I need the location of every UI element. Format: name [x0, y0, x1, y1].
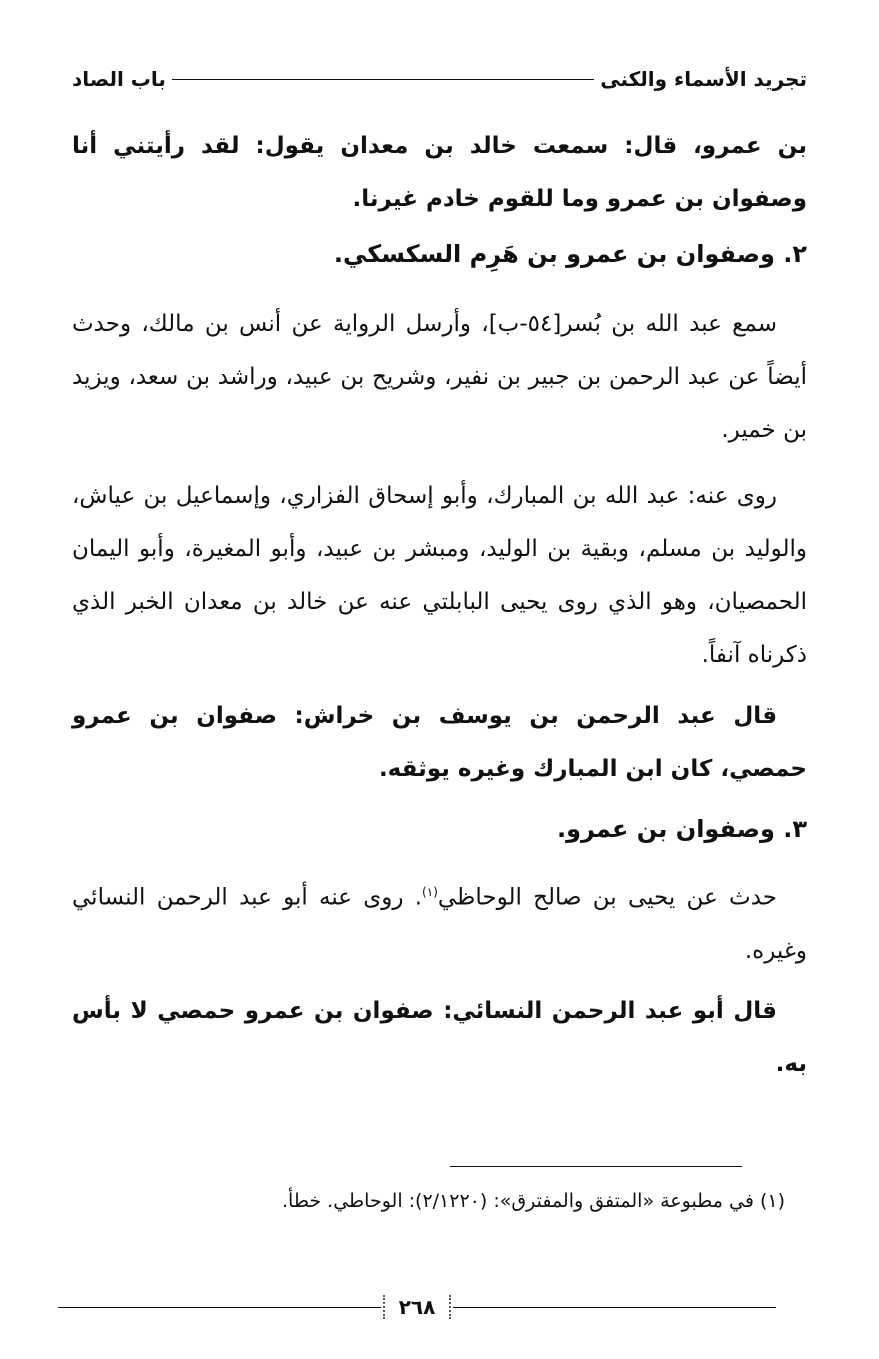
entry-3-para-2-text: قال أبو عبد الرحمن النسائي: صفوان بن عمرو حمصي لا بأس به.: [72, 998, 807, 1077]
entry-3-heading: ٣. وصفوان بن عمرو.: [556, 815, 807, 843]
entry-2-para-3-text: قال عبد الرحمن بن يوسف بن خراش: صفوان بن عمرو حمصي، كان ابن المبارك وغيره يوثقه.: [72, 703, 807, 782]
entry-3-paragraph-2: [72, 985, 807, 1091]
page-footer: [58, 1292, 776, 1322]
header-rule: [172, 79, 594, 80]
entry-2-paragraph-1: [72, 298, 807, 457]
footnote: (١) في مطبوعة «المتفق والمفترق»: (٢/١٢٢٠): الوحاطي. خطأ.: [281, 1190, 785, 1212]
continuation-paragraph: بن عمرو، قال: سمعت خالد بن معدان يقول: لقد رأيتني أنا وصفوان بن عمرو وما للقوم خادم غيرنا.: [72, 133, 807, 212]
footer-rule-left: [58, 1307, 381, 1308]
running-header: [72, 62, 807, 96]
entry-2-heading: ٢. وصفوان بن عمرو بن هَرِم السكسكي.: [333, 240, 807, 268]
entry-2-para-1-text: سمع عبد الله بن بُسر[٥٤-ب]، وأرسل الرواية عن أنس بن مالك، وحدث أيضاً عن عبد الرحمن بن جبير بن نفير، وشريح بن عبيد، وراشد بن سعد، ويزيد بن خمير.: [72, 311, 807, 443]
entry-3-para-1-before: حدث عن يحيى بن صالح الوحاظي: [437, 884, 777, 911]
page-number: ٢٦٨: [383, 1295, 452, 1319]
chapter-title: باب الصاد: [72, 67, 166, 91]
footnote-marker: (١): [422, 885, 438, 899]
footer-rule-right: [453, 1307, 776, 1308]
entry-2-paragraph-3: [72, 690, 807, 796]
book-title: تجريد الأسماء والكنى: [600, 67, 807, 91]
entry-2-para-2-text: روى عنه: عبد الله بن المبارك، وأبو إسحاق الفزاري، وإسماعيل بن عياش، والوليد بن مسلم، وبقية بن الوليد، ومبشر بن عبيد، وأبو المغيرة، وأبو اليمان الحمصيان، وهو الذي روى يحيى البابلتي عنه عن خالد بن معدان الخبر الذي ذكرناه آنفاً.: [72, 483, 807, 668]
entry-3-para-1-after: . روى عنه أبو عبد الرحمن النسائي وغيره.: [72, 884, 807, 964]
entry-3-paragraph-1: [72, 866, 807, 978]
entry-2-paragraph-2: [72, 470, 807, 682]
footnote-rule: [450, 1166, 742, 1167]
